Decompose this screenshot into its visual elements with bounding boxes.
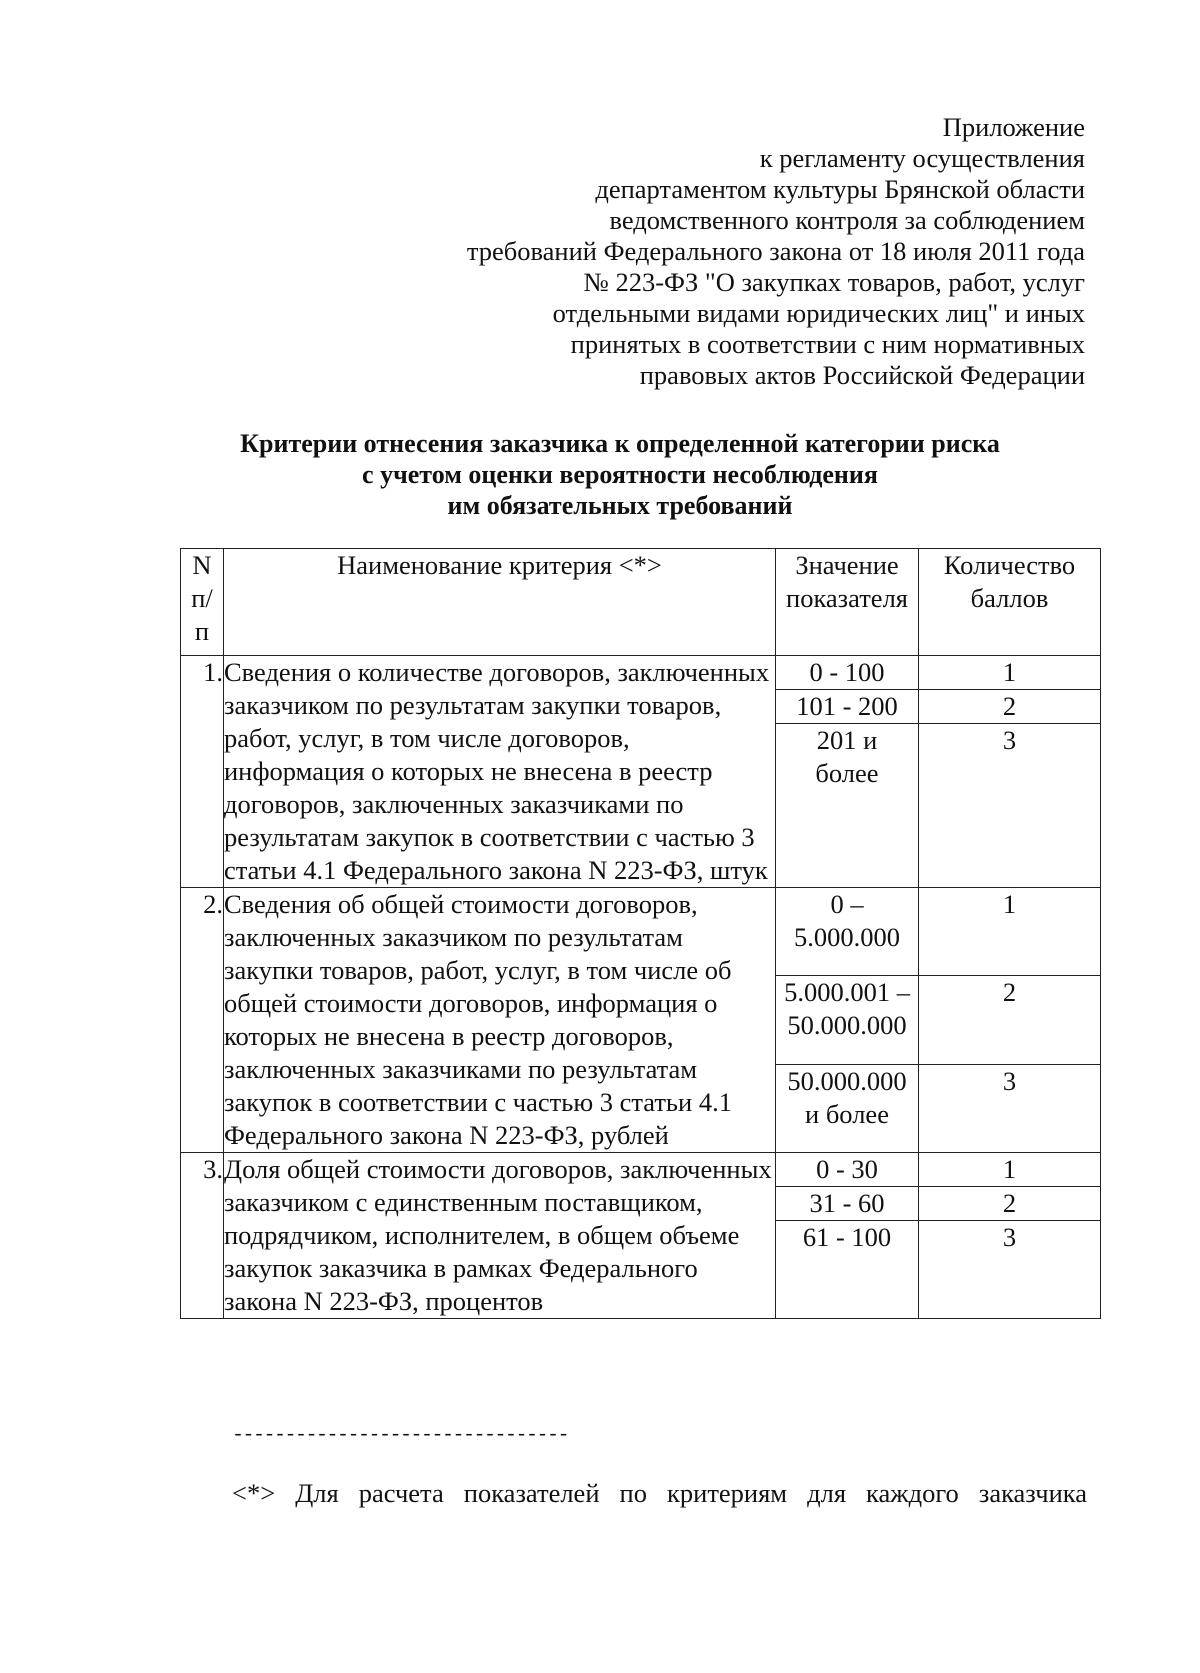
criteria-table xyxy=(180,548,1101,1319)
appendix-line: № 223-ФЗ "О закупках товаров, работ, услуг xyxy=(583,267,1085,297)
table-row xyxy=(181,656,1101,690)
row-number: 3. xyxy=(181,1153,224,1319)
appendix-line: требований Федерального закона от 18 июля 2011 года xyxy=(466,236,1085,266)
title-line: Критерии отнесения заказчика к определенной категории риска xyxy=(240,429,1000,458)
table-row xyxy=(181,888,1101,976)
points-value: 3 xyxy=(919,724,1101,888)
table-row xyxy=(181,1153,1101,1187)
indicator-value: 61 - 100 xyxy=(776,1221,919,1319)
document-title xyxy=(180,428,1060,521)
criterion-name: Сведения об общей стоимости договоров, заключенных заказчиком по результатам закупки товаров, работ, услуг, в том числе об общей стоимости договоров, информация о которых не внесена в реестр договоров, заключенных заказчиками по результатам закупок в соответствии с частью 3 статьи 4.1 Федерального закона N 223-ФЗ, рублей xyxy=(224,888,776,1153)
appendix-line: департаментом культуры Брянской области xyxy=(595,174,1085,204)
indicator-value: 50.000.000 и более xyxy=(776,1064,919,1152)
points-value: 1 xyxy=(919,888,1101,976)
footnote-separator: -------------------------------- xyxy=(232,1424,569,1447)
footnote-text: <*> Для расчета показателей по критериям для каждого заказчика xyxy=(232,1478,1087,1508)
indicator-value: 5.000.001 – 50.000.000 xyxy=(776,976,919,1064)
indicator-value: 101 - 200 xyxy=(776,690,919,724)
criterion-name: Сведения о количестве договоров, заключенных заказчиком по результатам закупки товаров, работ, услуг, в том числе договоров, информация о которых не внесена в реестр договоров, заключенных заказчиками по результатам закупок в соответствии с частью 3 статьи 4.1 Федерального закона N 223-ФЗ, штук xyxy=(224,656,776,888)
points-value: 2 xyxy=(919,976,1101,1064)
points-value: 3 xyxy=(919,1221,1101,1319)
appendix-line: к регламенту осуществления xyxy=(759,143,1085,173)
appendix-line: отдельными видами юридических лиц" и иных xyxy=(552,298,1085,328)
points-value: 2 xyxy=(919,1187,1101,1221)
row-number: 1. xyxy=(181,656,224,888)
points-value: 1 xyxy=(919,656,1101,690)
criterion-name: Доля общей стоимости договоров, заключенных заказчиком с единственным поставщиком, подрядчиком, исполнителем, в общем объеме закупок заказчика в рамках Федерального закона N 223-ФЗ, процентов xyxy=(224,1153,776,1319)
header-number: N п/ п xyxy=(181,549,224,656)
table-header-row xyxy=(181,549,1101,656)
appendix-header xyxy=(467,112,1085,391)
header-points: Количество баллов xyxy=(919,549,1101,656)
points-value: 2 xyxy=(919,690,1101,724)
appendix-line: Приложение xyxy=(942,112,1085,142)
indicator-value: 201 и более xyxy=(776,724,919,888)
indicator-value: 0 - 100 xyxy=(776,656,919,690)
points-value: 1 xyxy=(919,1153,1101,1187)
indicator-value: 0 - 30 xyxy=(776,1153,919,1187)
appendix-line: принятых в соответствии с ним нормативных xyxy=(570,329,1085,359)
appendix-line: правовых актов Российской Федерации xyxy=(639,360,1085,390)
title-line: с учетом оценки вероятности несоблюдения xyxy=(362,460,878,489)
appendix-line: ведомственного контроля за соблюдением xyxy=(609,205,1085,235)
points-value: 3 xyxy=(919,1064,1101,1152)
indicator-value: 0 – 5.000.000 xyxy=(776,888,919,976)
header-criterion-name: Наименование критерия <*> xyxy=(224,549,776,656)
header-indicator-value: Значение показателя xyxy=(776,549,919,656)
indicator-value: 31 - 60 xyxy=(776,1187,919,1221)
row-number: 2. xyxy=(181,888,224,1153)
title-line: им обязательных требований xyxy=(447,491,793,520)
